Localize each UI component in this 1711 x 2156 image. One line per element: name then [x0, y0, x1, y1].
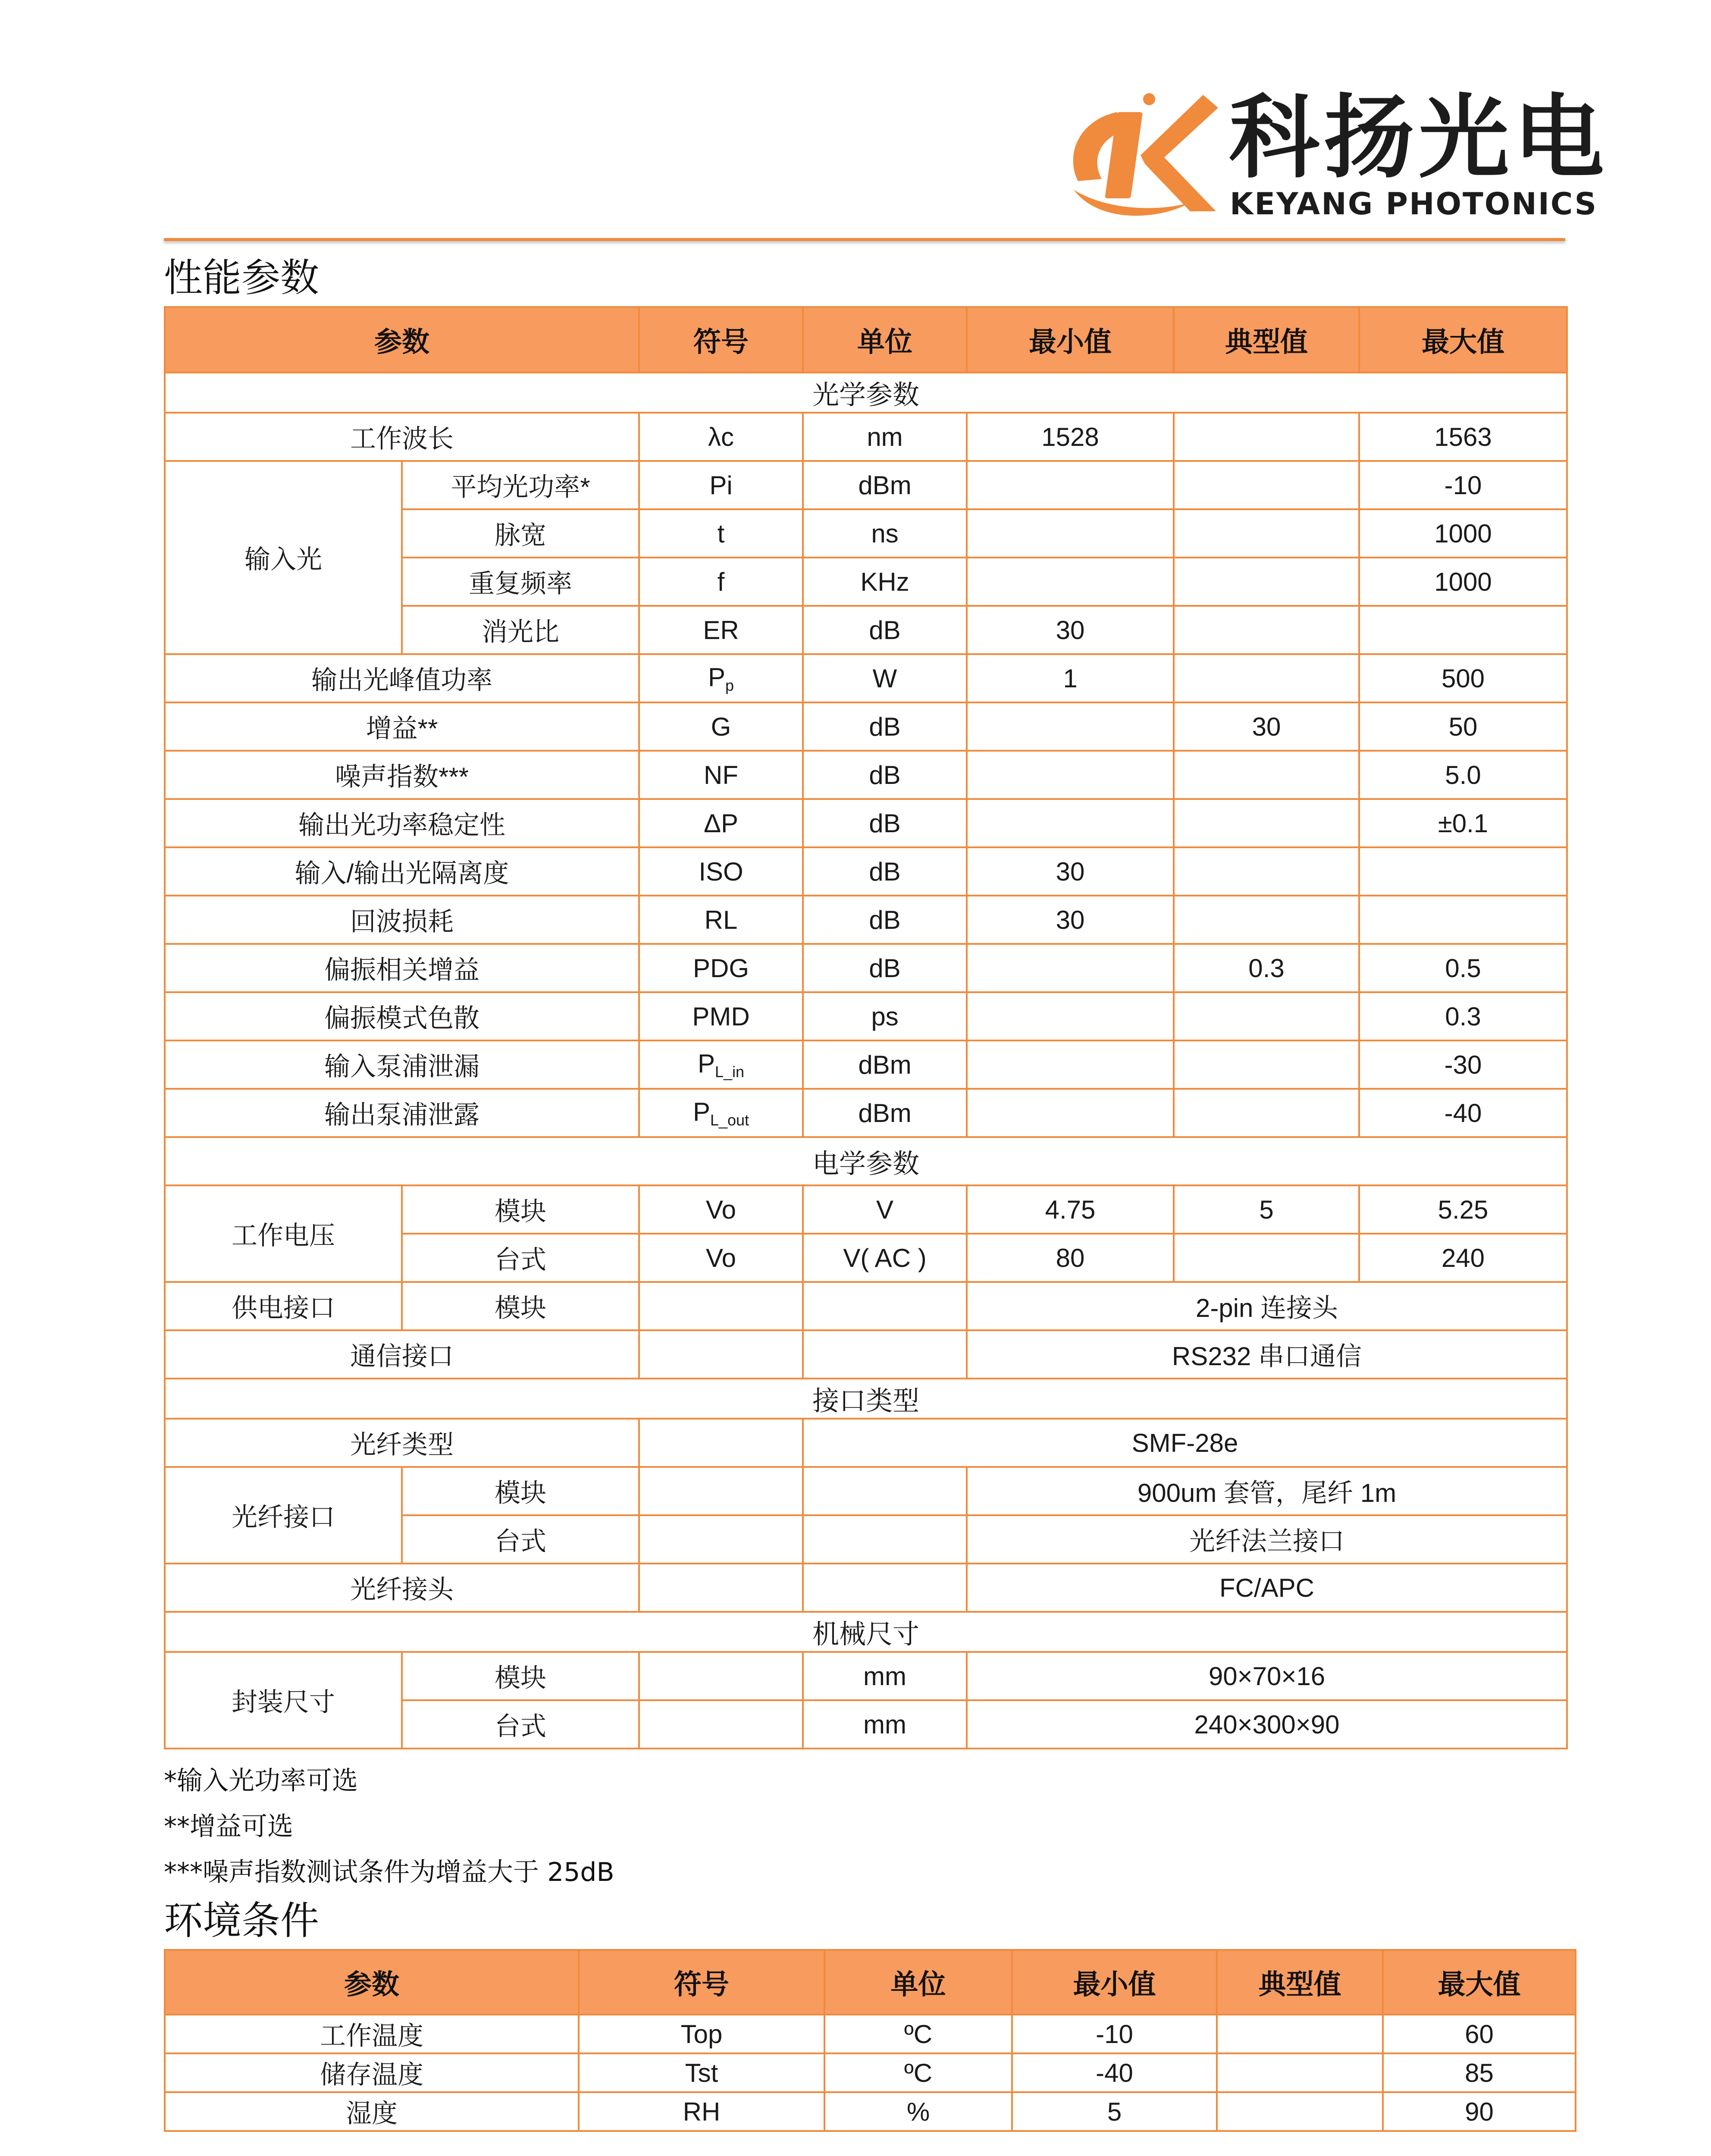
- value-cell: FC/APC: [967, 1564, 1567, 1612]
- unit-cell: V: [803, 1185, 967, 1234]
- param-cell: 重复频率: [402, 558, 639, 606]
- unit-cell: dBm: [803, 1040, 967, 1089]
- param-sub-cell: 模块: [402, 1282, 639, 1330]
- typ-cell: [1174, 1234, 1359, 1282]
- symbol-cell: [639, 1515, 803, 1564]
- typ-cell: [1174, 992, 1359, 1040]
- keyang-logo-mark-icon: [1061, 82, 1225, 229]
- footnote-2: **增益可选: [164, 1811, 293, 1842]
- max-cell: 1563: [1359, 413, 1567, 461]
- param-cell: 消光比: [402, 606, 639, 654]
- symbol-cell: Top: [579, 2015, 824, 2053]
- max-cell: 1000: [1359, 509, 1567, 558]
- unit-cell: ns: [803, 509, 967, 558]
- table-row: [165, 1040, 1567, 1089]
- section-row: [165, 373, 1567, 413]
- symbol-cell: [639, 1467, 803, 1515]
- param-cell: 偏振相关增益: [165, 944, 639, 992]
- typ-cell: [1217, 2092, 1383, 2131]
- table-row: [165, 2053, 1576, 2092]
- symbol-cell: [639, 1419, 803, 1467]
- min-cell: 30: [967, 896, 1174, 944]
- param-cell: 工作波长: [165, 413, 639, 461]
- table-row: [165, 2015, 1576, 2053]
- group-cell-fiber-port: 光纤接口: [165, 1467, 402, 1564]
- unit-cell: dB: [803, 944, 967, 992]
- company-logo: [1061, 82, 1609, 229]
- param-cell: 台式: [402, 1700, 639, 1749]
- typ-cell: [1174, 509, 1359, 558]
- max-cell: 0.5: [1359, 944, 1567, 992]
- param-cell: 噪声指数***: [165, 751, 639, 799]
- typ-cell: [1217, 2015, 1383, 2053]
- typ-cell: [1174, 799, 1359, 847]
- typ-cell: [1174, 461, 1359, 509]
- max-cell: ±0.1: [1359, 799, 1567, 847]
- value-cell: 2-pin 连接头: [967, 1282, 1567, 1330]
- header-max: 最大值: [1359, 307, 1567, 373]
- typ-cell: 0.3: [1174, 944, 1359, 992]
- header-max: 最大值: [1383, 1950, 1576, 2015]
- unit-cell: dB: [803, 702, 967, 751]
- max-cell: 0.3: [1359, 992, 1567, 1040]
- min-cell: [967, 461, 1174, 509]
- unit-cell: KHz: [803, 558, 967, 606]
- max-cell: 85: [1383, 2053, 1576, 2092]
- table-row: [165, 1330, 1567, 1379]
- symbol-cell: RL: [639, 896, 803, 944]
- symbol-cell: Tst: [579, 2053, 824, 2092]
- typ-cell: [1174, 654, 1359, 702]
- symbol-cell: [639, 654, 803, 702]
- table-row: [165, 461, 1567, 509]
- typ-cell: [1174, 413, 1359, 461]
- unit-cell: ºC: [824, 2015, 1012, 2053]
- param-cell: 模块: [402, 1185, 639, 1234]
- min-cell: [967, 992, 1174, 1040]
- max-cell: 5.0: [1359, 751, 1567, 799]
- symbol-subscript: L_out: [710, 1111, 749, 1129]
- param-cell: 输出光峰值功率: [165, 654, 639, 702]
- header-min: 最小值: [1012, 1950, 1217, 2015]
- section-optical: 光学参数: [165, 373, 1567, 413]
- max-cell: [1359, 606, 1567, 654]
- table-row: [165, 1419, 1567, 1467]
- header-unit: 单位: [824, 1950, 1012, 2015]
- unit-cell: %: [824, 2092, 1012, 2131]
- section-interface: 接口类型: [165, 1379, 1567, 1419]
- header-param: 参数: [165, 1950, 579, 2015]
- symbol-cell: f: [639, 558, 803, 606]
- value-cell: 光纤法兰接口: [967, 1515, 1567, 1564]
- section-row: [165, 1137, 1567, 1185]
- unit-cell: W: [803, 654, 967, 702]
- min-cell: 30: [967, 606, 1174, 654]
- header-symbol: 符号: [639, 307, 803, 373]
- min-cell: [967, 799, 1174, 847]
- symbol-cell: ER: [639, 606, 803, 654]
- max-cell: 1000: [1359, 558, 1567, 606]
- unit-cell: ps: [803, 992, 967, 1040]
- typ-cell: [1174, 751, 1359, 799]
- perf-header-row: [165, 307, 1567, 373]
- symbol-cell: PMD: [639, 992, 803, 1040]
- min-cell: 1528: [967, 413, 1174, 461]
- symbol-cell: [639, 1652, 803, 1700]
- param-cell: 输出光功率稳定性: [165, 799, 639, 847]
- param-cell: 通信接口: [165, 1330, 639, 1379]
- min-cell: 80: [967, 1234, 1174, 1282]
- table-row: [165, 896, 1567, 944]
- unit-cell: dB: [803, 606, 967, 654]
- min-cell: 1: [967, 654, 1174, 702]
- max-cell: 50: [1359, 702, 1567, 751]
- env-table: [164, 1949, 1576, 2132]
- table-row: [165, 1652, 1567, 1700]
- typ-cell: 5: [1174, 1185, 1359, 1234]
- typ-cell: [1174, 896, 1359, 944]
- value-cell: RS232 串口通信: [967, 1330, 1567, 1379]
- max-cell: 240: [1359, 1234, 1567, 1282]
- logo-chinese-name: 科扬光电: [1229, 85, 1609, 191]
- section-row: [165, 1612, 1567, 1652]
- typ-cell: [1174, 1089, 1359, 1137]
- section-electrical: 电学参数: [165, 1137, 1567, 1185]
- value-cell: 90×70×16: [967, 1652, 1567, 1700]
- symbol-text: P: [708, 662, 725, 692]
- symbol-subscript: p: [725, 676, 734, 694]
- table-row: [165, 992, 1567, 1040]
- footnote-3: ***噪声指数测试条件为增益大于 25dB: [164, 1857, 614, 1887]
- min-cell: -10: [1012, 2015, 1217, 2053]
- min-cell: [967, 944, 1174, 992]
- unit-cell: V( AC ): [803, 1234, 967, 1282]
- table-row: [165, 1467, 1567, 1515]
- unit-cell: dBm: [803, 461, 967, 509]
- table-row: [165, 654, 1567, 702]
- symbol-cell: [639, 1282, 803, 1330]
- unit-cell: dB: [803, 847, 967, 896]
- param-cell: 模块: [402, 1652, 639, 1700]
- unit-cell: dB: [803, 751, 967, 799]
- symbol-cell: [639, 1330, 803, 1379]
- symbol-cell: [639, 1700, 803, 1749]
- typ-cell: [1217, 2053, 1383, 2092]
- param-cell: 工作温度: [165, 2015, 579, 2053]
- symbol-cell: t: [639, 509, 803, 558]
- unit-cell: ºC: [824, 2053, 1012, 2092]
- max-cell: -40: [1359, 1089, 1567, 1137]
- symbol-cell: ISO: [639, 847, 803, 896]
- section-mechanical: 机械尺寸: [165, 1612, 1567, 1652]
- symbol-cell: Pi: [639, 461, 803, 509]
- env-header-row: [165, 1950, 1576, 2015]
- max-cell: [1359, 847, 1567, 896]
- param-cell: 供电接口: [165, 1282, 402, 1330]
- value-cell: SMF-28e: [803, 1419, 1567, 1467]
- param-cell: 输入/输出光隔离度: [165, 847, 639, 896]
- param-cell: 增益**: [165, 702, 639, 751]
- table-row: [165, 413, 1567, 461]
- symbol-cell: Vo: [639, 1234, 803, 1282]
- min-cell: [967, 509, 1174, 558]
- unit-cell: mm: [803, 1652, 967, 1700]
- symbol-cell: [639, 1564, 803, 1612]
- min-cell: [967, 702, 1174, 751]
- unit-cell: [803, 1330, 967, 1379]
- symbol-cell: Vo: [639, 1185, 803, 1234]
- max-cell: 60: [1383, 2015, 1576, 2053]
- value-cell: 240×300×90: [967, 1700, 1567, 1749]
- header-typ: 典型值: [1174, 307, 1359, 373]
- param-cell: 输入泵浦泄漏: [165, 1040, 639, 1089]
- table-row: [165, 1185, 1567, 1234]
- symbol-text: P: [693, 1097, 710, 1126]
- typ-cell: [1174, 606, 1359, 654]
- unit-cell: [803, 1564, 967, 1612]
- header-param: 参数: [165, 307, 639, 373]
- header-symbol: 符号: [579, 1950, 824, 2015]
- perf-table: [164, 306, 1568, 1749]
- max-cell: -30: [1359, 1040, 1567, 1089]
- table-row: [165, 799, 1567, 847]
- min-cell: [967, 1040, 1174, 1089]
- max-cell: 90: [1383, 2092, 1576, 2131]
- param-cell: 台式: [402, 1515, 639, 1564]
- group-cell-input: 输入光: [165, 461, 402, 654]
- unit-cell: mm: [803, 1700, 967, 1749]
- min-cell: 5: [1012, 2092, 1217, 2131]
- typ-cell: [1174, 1040, 1359, 1089]
- min-cell: [967, 1089, 1174, 1137]
- group-cell-voltage: 工作电压: [165, 1185, 402, 1282]
- min-cell: [967, 751, 1174, 799]
- max-cell: -10: [1359, 461, 1567, 509]
- min-cell: -40: [1012, 2053, 1217, 2092]
- unit-cell: nm: [803, 413, 967, 461]
- param-cell: 湿度: [165, 2092, 579, 2131]
- unit-cell: [803, 1467, 967, 1515]
- table-row: [165, 847, 1567, 896]
- footnote-1: *输入光功率可选: [164, 1766, 358, 1796]
- param-cell: 光纤类型: [165, 1419, 639, 1467]
- symbol-cell: ΔP: [639, 799, 803, 847]
- min-cell: [967, 558, 1174, 606]
- symbol-cell: NF: [639, 751, 803, 799]
- table-row: [165, 944, 1567, 992]
- param-cell: 平均光功率*: [402, 461, 639, 509]
- max-cell: 500: [1359, 654, 1567, 702]
- unit-cell: dB: [803, 896, 967, 944]
- symbol-cell: [639, 1089, 803, 1137]
- value-cell: 900um 套管，尾纤 1m: [967, 1467, 1567, 1515]
- env-section-title: 环境条件: [164, 1898, 319, 1943]
- symbol-cell: G: [639, 702, 803, 751]
- typ-cell: [1174, 558, 1359, 606]
- table-row: [165, 702, 1567, 751]
- param-cell: 回波损耗: [165, 896, 639, 944]
- unit-cell: [803, 1282, 967, 1330]
- param-cell: 输出泵浦泄露: [165, 1089, 639, 1137]
- max-cell: 5.25: [1359, 1185, 1567, 1234]
- unit-cell: dBm: [803, 1089, 967, 1137]
- typ-cell: [1174, 847, 1359, 896]
- symbol-subscript: L_in: [714, 1062, 745, 1081]
- param-cell: 光纤接头: [165, 1564, 639, 1612]
- max-cell: [1359, 896, 1567, 944]
- header-unit: 单位: [803, 307, 967, 373]
- table-row: [165, 1564, 1567, 1612]
- param-cell: 模块: [402, 1467, 639, 1515]
- param-cell: 台式: [402, 1234, 639, 1282]
- symbol-cell: λc: [639, 413, 803, 461]
- unit-cell: [803, 1515, 967, 1564]
- table-row: [165, 1089, 1567, 1137]
- section-row: [165, 1379, 1567, 1419]
- header-min: 最小值: [967, 307, 1174, 373]
- param-cell: 脉宽: [402, 509, 639, 558]
- table-row: [165, 751, 1567, 799]
- table-row: [165, 1282, 1567, 1330]
- unit-cell: dB: [803, 799, 967, 847]
- header-divider: [164, 238, 1565, 241]
- min-cell: 30: [967, 847, 1174, 896]
- logo-english-name: KEYANG PHOTONICS: [1230, 186, 1598, 222]
- param-cell: 偏振模式色散: [165, 992, 639, 1040]
- param-cell: 储存温度: [165, 2053, 579, 2092]
- header-typ: 典型值: [1217, 1950, 1383, 2015]
- symbol-text: P: [697, 1049, 715, 1078]
- perf-section-title: 性能参数: [164, 255, 319, 301]
- symbol-cell: RH: [579, 2092, 824, 2131]
- symbol-cell: [639, 1040, 803, 1089]
- min-cell: 4.75: [967, 1185, 1174, 1234]
- group-cell-package: 封装尺寸: [165, 1652, 402, 1749]
- table-row: [165, 2092, 1576, 2131]
- typ-cell: 30: [1174, 702, 1359, 751]
- symbol-cell: PDG: [639, 944, 803, 992]
